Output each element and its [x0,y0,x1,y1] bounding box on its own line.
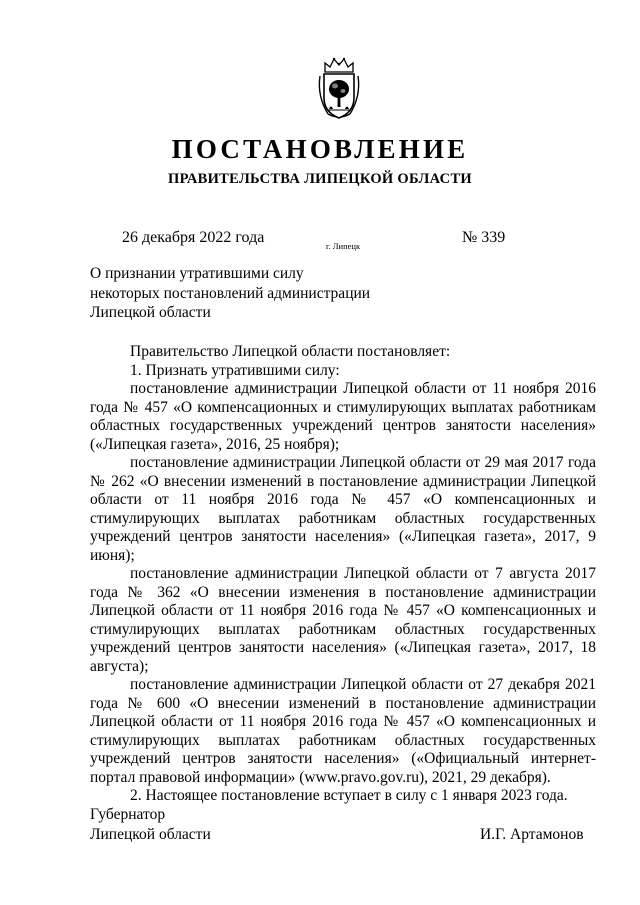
subject-line: Липецкой области [90,304,211,321]
body-paragraph: 1. Признать утратившими силу: [130,361,340,379]
signatory-name: И.Г. Артамонов [480,826,584,843]
signatory-region: Липецкой области [90,826,211,843]
document-body [90,343,596,806]
body-paragraph: постановление администрации Липецкой области от 7 августа 2017 года № 362 «О внесении изменения в постановление администрации Липецкой области от 11 ноября 2016 года № 457 «О компенсационных и стимулирующих выплатах работникам областных государственных учреждений центров занятости населения» («Липецкая газета», 2017, 18 августа); [90,565,596,675]
body-paragraph: постановление администрации Липецкой области от 11 ноября 2016 года № 457 «О компенсационных и стимулирующих выплатах работникам областных государственных учреждений центров занятости населения» («Липецкая газета», 2016, 25 ноября); [90,380,596,453]
subject-line: О признании утратившими силу [90,265,304,282]
subject-line: некоторых постановлений администрации [90,285,371,302]
body-paragraph: Правительство Липецкой области постановляет: [130,343,451,360]
body-paragraph: постановление администрации Липецкой области от 29 мая 2017 года № 262 «О внесении изменений в постановление администрации Липецкой области от 11 ноября 2016 года № 457 «О компенсационных и стимулирующих выплатах работникам областных государственных учреждений центров занятости населения» («Липецкая газета», 2017, 9 июня); [90,454,596,564]
coat-of-arms-icon [316,56,362,124]
document-title: ПОСТАНОВЛЕНИЕ [171,134,469,164]
document-city: г. Липецк [326,241,361,251]
issuing-authority: ПРАВИТЕЛЬСТВА ЛИПЕЦКОЙ ОБЛАСТИ [167,171,472,187]
document-date: 26 декабря 2022 года [122,229,265,246]
document-number: № 339 [462,229,506,246]
body-paragraph: 2. Настоящее постановление вступает в силу с 1 января 2023 года. [130,787,568,804]
signatory-position: Губернатор [90,806,166,823]
body-paragraph: постановление администрации Липецкой области от 27 декабря 2021 года № 600 «О внесении изменений в постановление администрации Липецкой области от 11 ноября 2016 года № 457 «О компенсационных и стимулирующих выплатах работникам областных государственных учреждений центров занятости населения» («Официальный интернет-портал правовой информации» (www.pravo.gov.ru), 2021, 29 декабря). [90,676,596,786]
